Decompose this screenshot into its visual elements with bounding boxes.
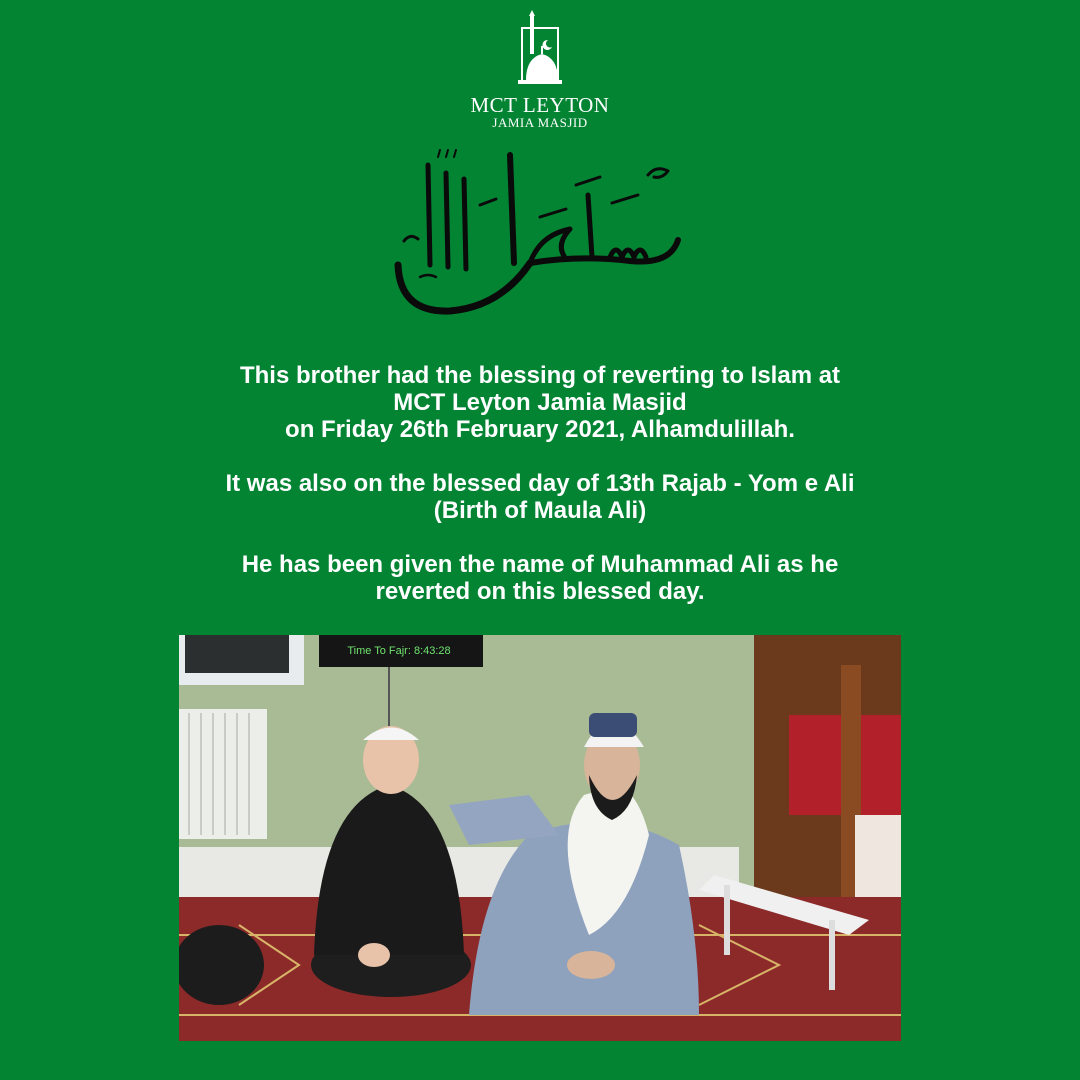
subhanallah-calligraphy (380, 145, 700, 320)
mosque-dome-icon (510, 10, 570, 90)
message-line: It was also on the blessed day of 13th Rajab - Yom e Ali (225, 470, 855, 497)
message-line: on Friday 26th February 2021, Alhamdulillah. (285, 416, 795, 443)
message-line: This brother had the blessing of reverting to Islam at (239, 362, 841, 389)
announcement-text (140, 362, 940, 605)
tv-screen-text: Time To Fajr: 8:43:28 (347, 645, 451, 657)
mosque-interior-photo (179, 635, 901, 1041)
masjid-logo (440, 10, 640, 135)
logo-name: MCT LEYTON (470, 93, 610, 117)
message-line: He has been given the name of Muhammad Ali as he (241, 551, 839, 578)
arabic-calligraphy-icon (380, 145, 700, 320)
message-line: MCT Leyton Jamia Masjid (393, 389, 687, 416)
message-line: reverted on this blessed day. (375, 578, 705, 605)
message-line: (Birth of Maula Ali) (433, 497, 647, 524)
photo-of-two-men (179, 635, 901, 1041)
logo-subtitle: JAMIA MASJID (492, 115, 588, 130)
